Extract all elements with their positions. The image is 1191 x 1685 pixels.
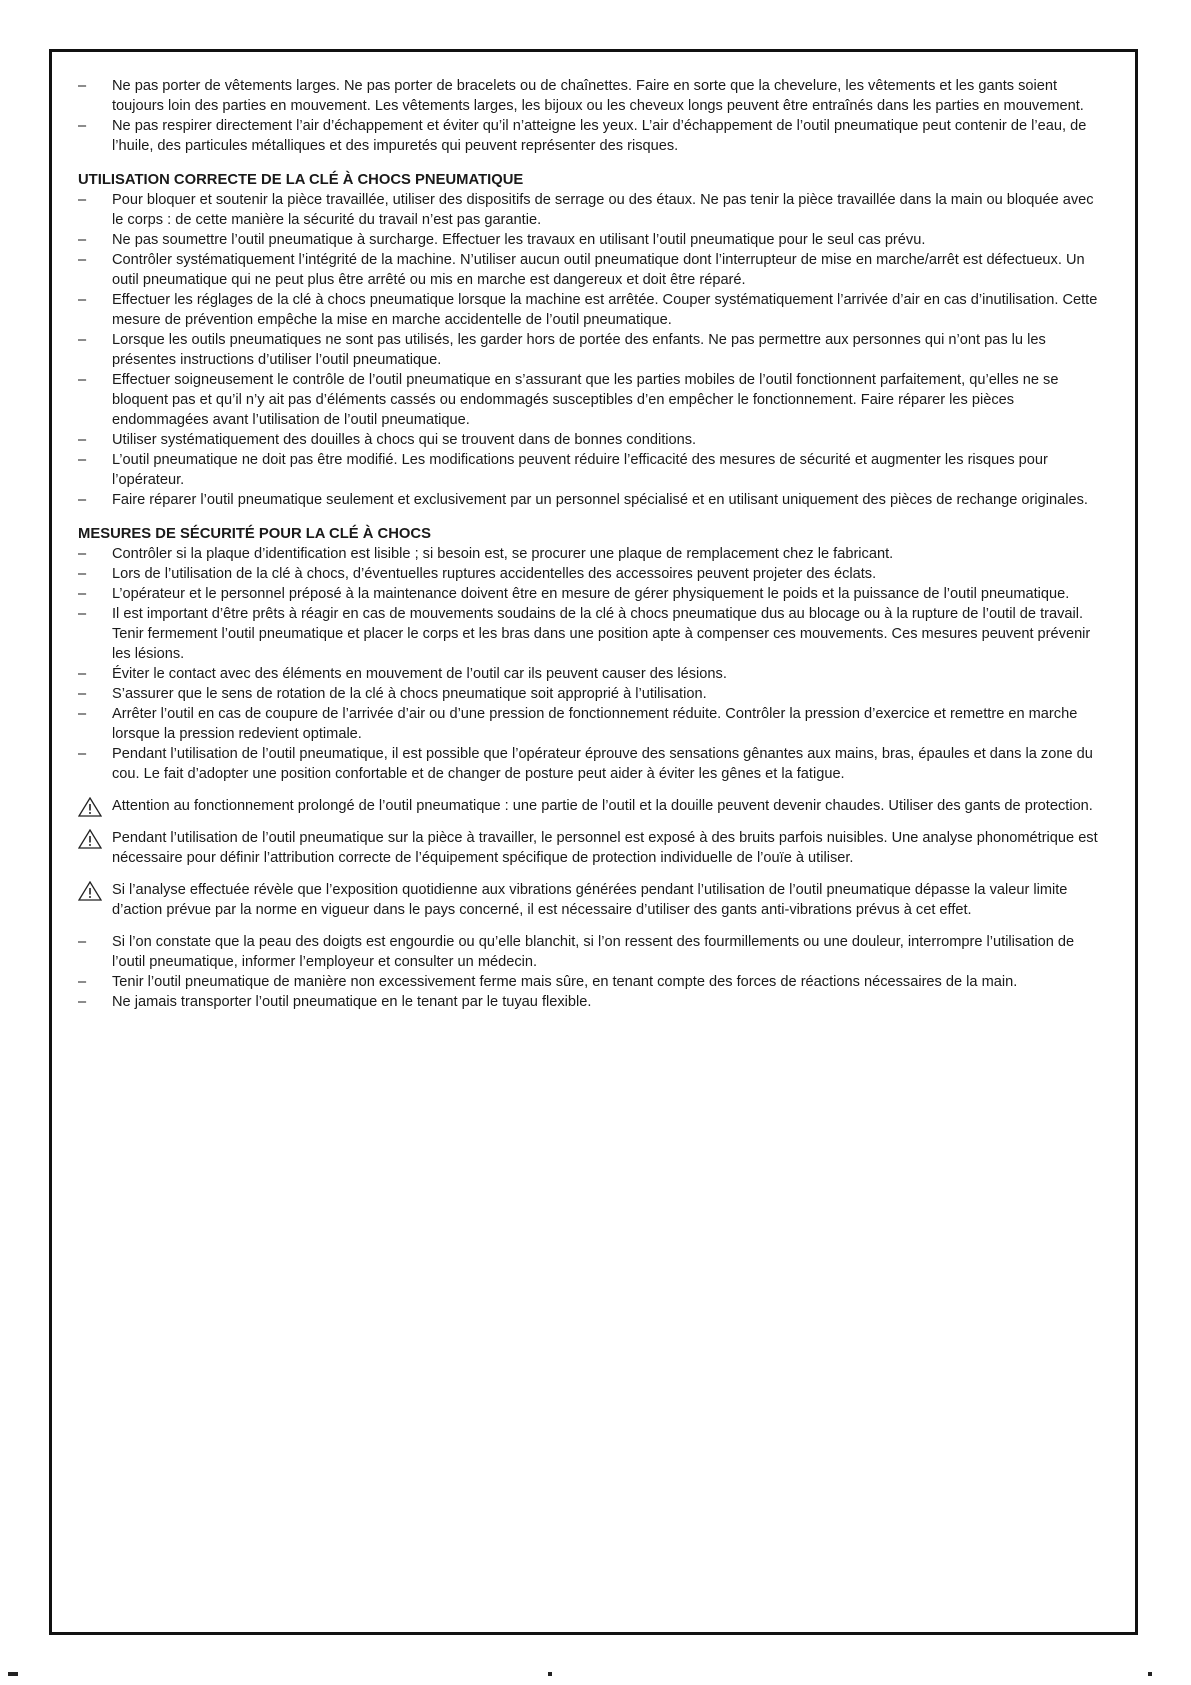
list-item-text: Contrôler systématiquement l’intégrité de la machine. N’utiliser aucun outil pneumatique dont l’interrupteur de mise en marche/arrêt est défectueux. Un outil pneumatique qui ne peut plus être arrêté ou mis en marche est dangereux et doit être réparé. — [112, 252, 1085, 288]
bullet-dash: – — [78, 332, 87, 348]
list-item — [78, 704, 1108, 744]
list-item-text: L’opérateur et le personnel préposé à la maintenance doivent être en mesure de gérer physiquement le poids et la puissance de l’outil pneumatique. — [112, 586, 1070, 602]
list-item — [78, 290, 1108, 330]
list-item-text: S’assurer que le sens de rotation de la clé à chocs pneumatique soit approprié à l’utilisation. — [112, 686, 707, 702]
crop-mark — [1148, 1672, 1152, 1676]
list-item — [78, 190, 1108, 230]
list-item — [78, 330, 1108, 370]
warning-text: Si l’analyse effectuée révèle que l’exposition quotidienne aux vibrations générées pendant l’utilisation de l’outil pneumatique dépasse la valeur limite d’action prévue par la norme en vigueur dans le pays concerné, il est nécessaire d’utiliser des gants anti-vibrations prévus à cet effet. — [112, 882, 1068, 918]
list-item — [78, 684, 1108, 704]
bullet-dash: – — [78, 372, 87, 388]
list-item — [78, 932, 1108, 972]
list-item — [78, 604, 1108, 664]
list-item-text: Pendant l’utilisation de l’outil pneumatique, il est possible que l’opérateur éprouve des sensations gênantes aux mains, bras, épaules et dans la zone du cou. Le fait d’adopter une position confortable et de changer de posture peut aider à éviter les gênes et la fatigue. — [112, 746, 1093, 782]
bullet-dash: – — [78, 566, 87, 582]
warning-text: Pendant l’utilisation de l’outil pneumatique sur la pièce à travailler, le personnel est exposé à des bruits parfois nuisibles. Une analyse phonométrique est nécessaire pour définir l’attribution correcte de l’équipement spécifique de protection individuelle de l’ouïe à utiliser. — [112, 830, 1098, 866]
bullet-dash: – — [78, 118, 87, 134]
list-item-text: Si l’on constate que la peau des doigts est engourdie ou qu’elle blanchit, si l’on ressent des fourmillements ou une douleur, interrompre l’utilisation de l’outil pneumatique, informer l’employeur et consulter un médecin. — [112, 934, 1075, 970]
list-item-text: Tenir l’outil pneumatique de manière non excessivement ferme mais sûre, en tenant compte des forces de réactions nécessaires de la main. — [112, 974, 1018, 990]
bullet-dash: – — [78, 492, 87, 508]
section-correct-use — [78, 170, 1108, 510]
bullet-dash: – — [78, 586, 87, 602]
warning-triangle-icon — [78, 829, 102, 849]
bullet-dash: – — [78, 934, 87, 950]
list-item-text: Effectuer soigneusement le contrôle de l’outil pneumatique en s’assurant que les parties mobiles de l’outil fonctionnent parfaitement, qu’elles ne se bloquent pas et qu’il n’y ait pas d’éléments cassés ou endommagés susceptibles d’en empêcher le fonctionnement. Faire réparer les pièces endommagées avant l’utilisation de l’outil pneumatique. — [112, 372, 1059, 428]
section-safety-measures — [78, 524, 1108, 784]
list-item — [78, 544, 1108, 564]
bullet-dash: – — [78, 546, 87, 562]
list-item — [78, 230, 1108, 250]
intro-list — [78, 76, 1108, 156]
list-item — [78, 490, 1108, 510]
list-item-text: Ne pas soumettre l’outil pneumatique à surcharge. Effectuer les travaux en utilisant l’outil pneumatique pour le seul cas prévu. — [112, 232, 926, 248]
section-heading: MESURES DE SÉCURITÉ POUR LA CLÉ À CHOCS — [78, 526, 431, 542]
warning-note — [78, 796, 1108, 816]
list-item — [78, 116, 1108, 156]
final-list — [78, 932, 1108, 1012]
warning-text: Attention au fonctionnement prolongé de l’outil pneumatique : une partie de l’outil et la douille peuvent devenir chaudes. Utiliser des gants de protection. — [112, 798, 1093, 814]
bullet-dash: – — [78, 292, 87, 308]
list-item — [78, 564, 1108, 584]
bullet-dash: – — [78, 192, 87, 208]
list-item — [78, 76, 1108, 116]
bullet-dash: – — [78, 432, 87, 448]
list-item-text: Contrôler si la plaque d’identification est lisible ; si besoin est, se procurer une plaque de remplacement chez le fabricant. — [112, 546, 894, 562]
bullet-dash: – — [78, 452, 87, 468]
list-item-text: Arrêter l’outil en cas de coupure de l’arrivée d’air ou d’une pression de fonctionnement réduite. Contrôler la pression d’exercice et remettre en marche lorsque la pression redevient optimale. — [112, 706, 1078, 742]
list-item — [78, 744, 1108, 784]
bullet-dash: – — [78, 686, 87, 702]
list-item — [78, 664, 1108, 684]
list-item — [78, 584, 1108, 604]
warning-triangle-icon — [78, 881, 102, 901]
list-item-text: Lors de l’utilisation de la clé à chocs, d’éventuelles ruptures accidentelles des accessoires peuvent projeter des éclats. — [112, 566, 877, 582]
list-item — [78, 972, 1108, 992]
list-item — [78, 992, 1108, 1012]
list-item-text: L’outil pneumatique ne doit pas être modifié. Les modifications peuvent réduire l’efficacité des mesures de sécurité et augmenter les risques pour l’opérateur. — [112, 452, 1048, 488]
list-item-text: Effectuer les réglages de la clé à chocs pneumatique lorsque la machine est arrêtée. Couper systématiquement l’arrivée d’air en cas d’inutilisation. Cette mesure de prévention empêche la mise en marche accidentelle de l’outil pneumatique. — [112, 292, 1098, 328]
list-item-text: Éviter le contact avec des éléments en mouvement de l’outil car ils peuvent causer des lésions. — [112, 666, 727, 682]
bullet-dash: – — [78, 252, 87, 268]
crop-marks — [0, 1672, 1191, 1685]
list-item-text: Utiliser systématiquement des douilles à chocs qui se trouvent dans de bonnes conditions. — [112, 432, 697, 448]
bullet-dash: – — [78, 974, 87, 990]
list-item-text: Ne jamais transporter l’outil pneumatique en le tenant par le tuyau flexible. — [112, 994, 592, 1010]
list-item — [78, 450, 1108, 490]
warning-note — [78, 880, 1108, 920]
bullet-dash: – — [78, 746, 87, 762]
list-item — [78, 430, 1108, 450]
list-item — [78, 370, 1108, 430]
bullet-dash: – — [78, 994, 87, 1010]
list-item-text: Ne pas respirer directement l’air d’échappement et éviter qu’il n’atteigne les yeux. L’air d’échappement de l’outil pneumatique peut contenir de l’eau, de l’huile, des particules métalliques et des impuretés qui peuvent représenter des risques. — [112, 118, 1087, 154]
list-item-text: Ne pas porter de vêtements larges. Ne pas porter de bracelets ou de chaînettes. Faire en sorte que la chevelure, les vêtements et les gants soient toujours loin des parties en mouvement. Les vêtements larges, les bijoux ou les cheveux longs peuvent être entraînés dans les parties en mouvement. — [112, 78, 1084, 114]
warning-triangle-icon — [78, 797, 102, 817]
crop-mark — [548, 1672, 552, 1676]
list-item-text: Pour bloquer et soutenir la pièce travaillée, utiliser des dispositifs de serrage ou des étaux. Ne pas tenir la pièce travaillée dans la main ou bloquée avec le corps : de cette manière la sécurité du travail n’est pas garantie. — [112, 192, 1094, 228]
bullet-dash: – — [78, 666, 87, 682]
bullet-dash: – — [78, 706, 87, 722]
section-heading: UTILISATION CORRECTE DE LA CLÉ À CHOCS PNEUMATIQUE — [78, 172, 524, 188]
bullet-dash: – — [78, 232, 87, 248]
list-item-text: Il est important d’être prêts à réagir en cas de mouvements soudains de la clé à chocs pneumatique dus au blocage ou à la rupture de l’outil de travail. Tenir fermement l’outil pneumatique et placer le corps et les bras dans une position apte à compenser ces mouvements. Ces mesures peuvent prévenir les lésions. — [112, 606, 1091, 662]
bullet-dash: – — [78, 606, 87, 622]
list-item-text: Faire réparer l’outil pneumatique seulement et exclusivement par un personnel spécialisé et en utilisant uniquement des pièces de rechange originales. — [112, 492, 1088, 508]
crop-mark — [8, 1672, 18, 1676]
list-item-text: Lorsque les outils pneumatiques ne sont pas utilisés, les garder hors de portée des enfants. Ne pas permettre aux personnes qui n’ont pas lu les présentes instructions d’utiliser l’outil pneumatique. — [112, 332, 1046, 368]
document-body — [78, 76, 1108, 1012]
warning-note — [78, 828, 1108, 868]
bullet-dash: – — [78, 78, 87, 94]
list-item — [78, 250, 1108, 290]
